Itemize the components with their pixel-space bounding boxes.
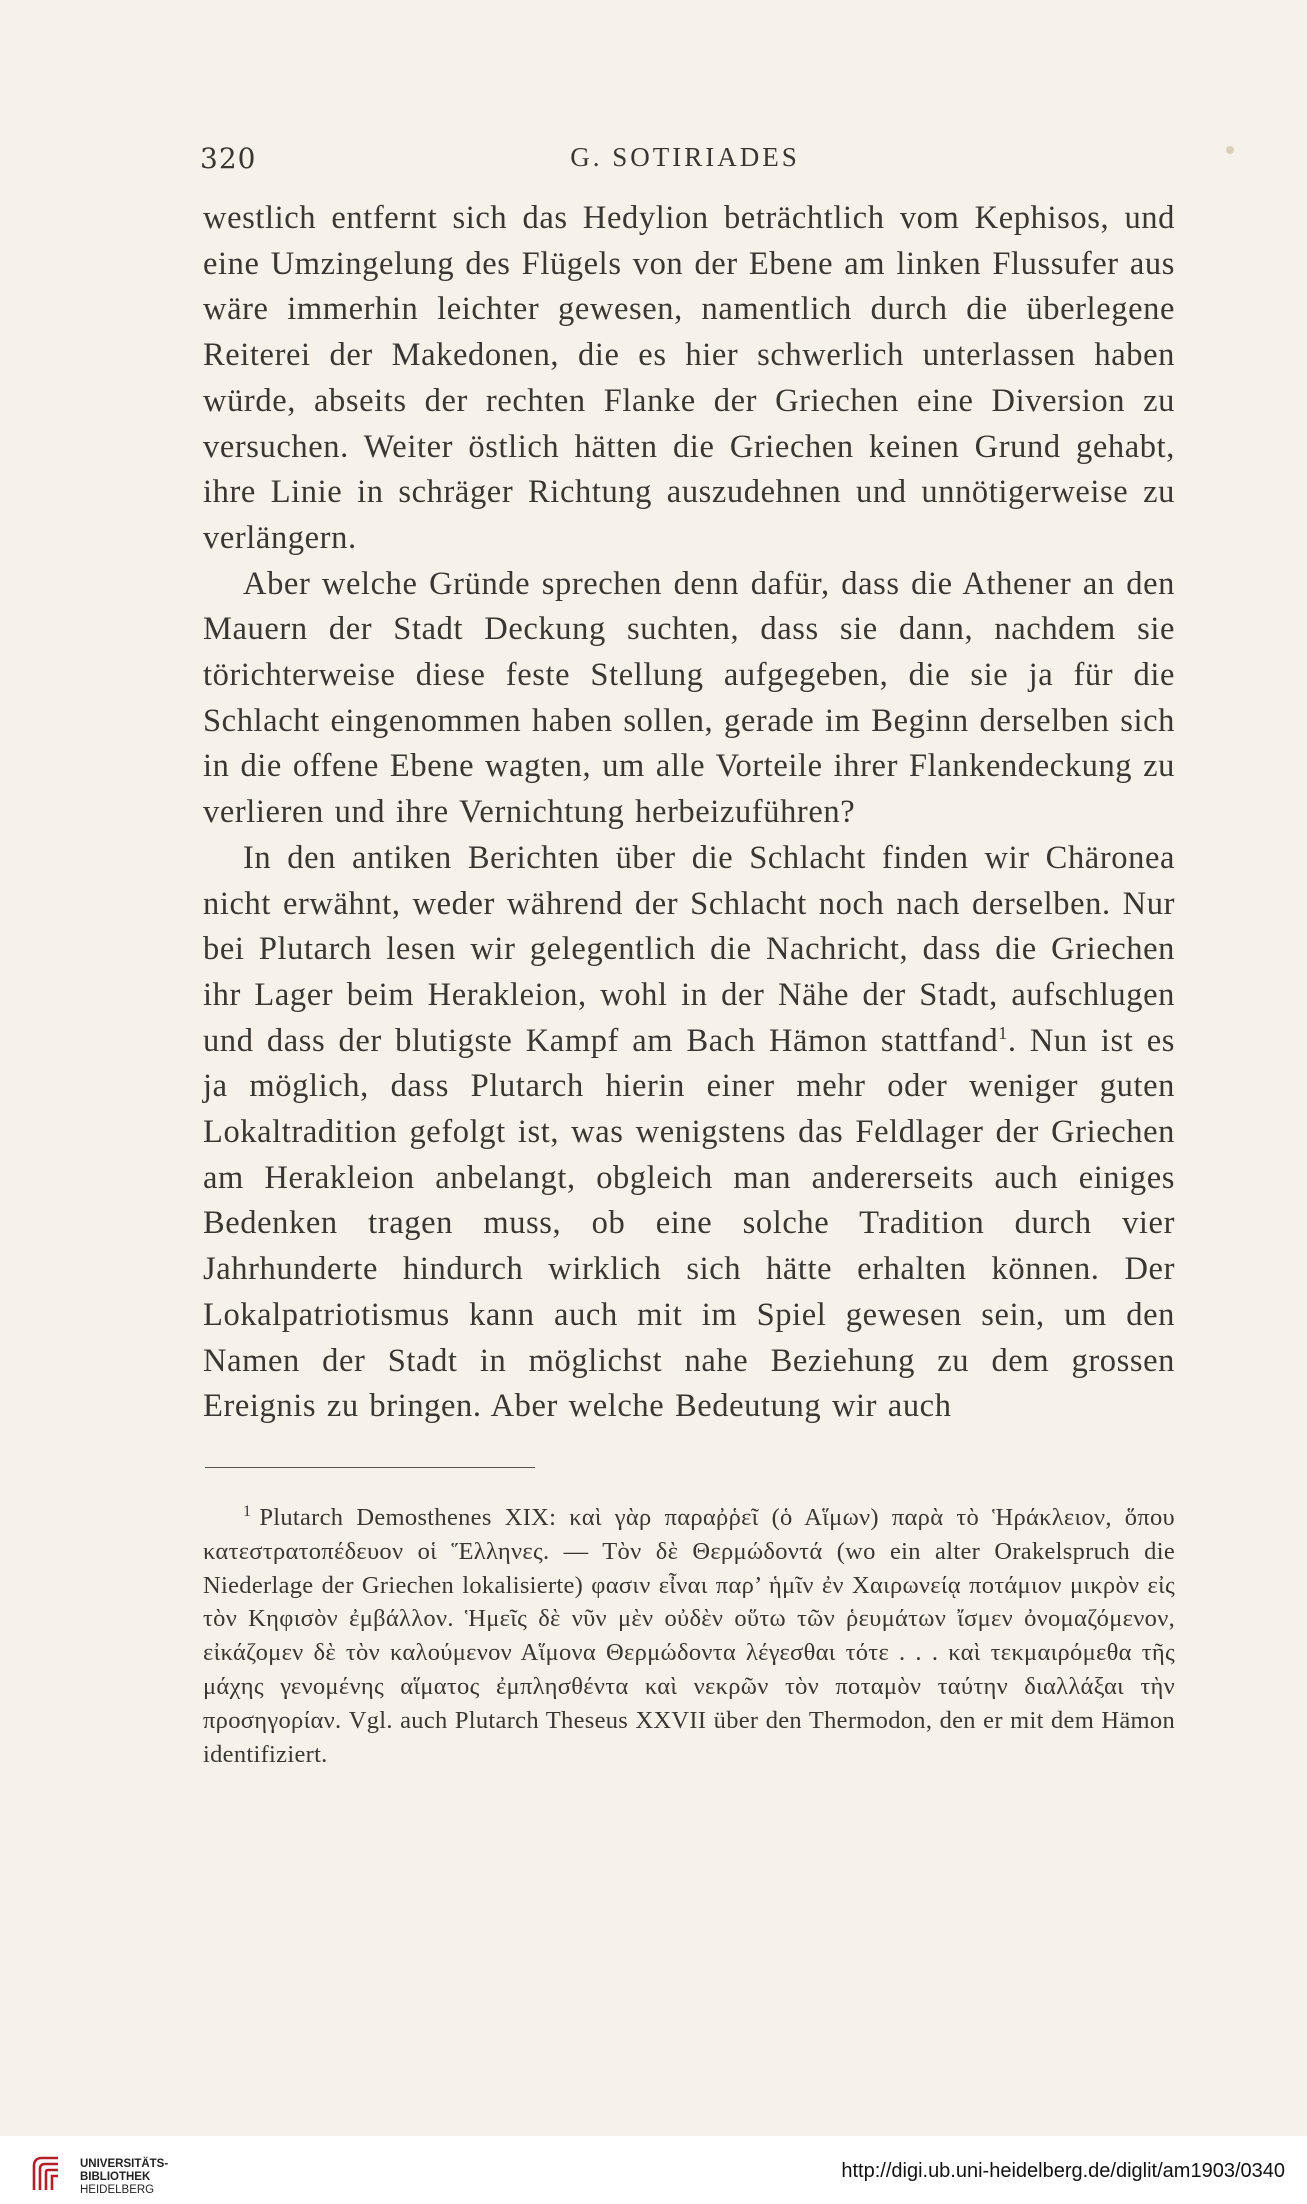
- paragraph-3-part-2: Nun ist es ja möglich, dass Plutarch hierin einer mehr oder weniger guten Lokaltradition gefolgt ist, was wenigstens das Feldlager der Griechen am Herakleion anbelangt, obgleich man andererseits auch einiges Bedenken tragen muss, ob eine solche Tradition durch vier Jahrhunderte hindurch wirklich sich hätte erhalten können. Der Lokalpatriotismus kann auch mit im Spiel gewesen sein, um den Namen der Stadt in möglichst nahe Beziehung zu dem grossen Ereignis zu bringen. Aber welche Bedeutung wir auch: [203, 1022, 1175, 1425]
- source-url-link[interactable]: http://digi.ub.uni-heidelberg.de/diglit/am1903/0340: [841, 2160, 1285, 2182]
- body-text: [203, 196, 1175, 1430]
- paragraph-2: Aber welche Gründe sprechen denn dafür, dass die Athener an den Mauern der Stadt Deckung suchten, dass sie dann, nachdem sie törichterweise diese feste Stellung aufgegeben, die sie ja für die Schlacht eingenommen haben sollen, gerade im Beginn derselben sich in die offene Ebene wagten, um alle Vorteile ihrer Flankendeckung zu verlieren und ihre Vernichtung herbeizuführen?: [203, 565, 1175, 831]
- page-number: 320: [200, 142, 257, 175]
- paper-spot: [1226, 146, 1234, 154]
- library-name: [80, 2158, 168, 2197]
- library-name-line-3: HEIDELBERG: [80, 2184, 155, 2196]
- paragraph-3: In den antiken Berichten über die Schlacht finden wir Chäronea nicht erwähnt, weder während der Schlacht noch nach derselben. Nur bei Plutarch lesen wir gelegentlich die Nachricht, dass die Griechen ihr Lager beim Herakleion, wohl in der Nähe der Stadt, aufschlugen und dass der blutigste Kampf am Bach Hämon stattfand$^1$. Nun ist es ja möglich, dass Plutarch hierin einer mehr oder weniger guten Lokaltradition gefolgt ist, was wenigstens das Feldlager der Griechen am Herakleion anbelangt, obgleich man andererseits auch einiges Bedenken tragen muss, ob eine solche Tradition durch vier Jahrhunderte hindurch wirklich sich hätte erhalten können. Der Lokalpatriotismus kann auch mit im Spiel gewesen sein, um den Namen der Stadt in möglichst nahe Beziehung zu dem grossen Ereignis zu bringen. Aber welche Bedeutung wir auch: [203, 839, 1175, 1425]
- library-name-line-1: UNIVERSITÄTS-: [80, 2158, 169, 2170]
- page-header: [200, 142, 1170, 182]
- heidelberg-library-logo-icon: [28, 2152, 70, 2194]
- footnote-number: 1: [243, 1503, 252, 1520]
- paragraph-1: westlich entfernt sich das Hedylion beträchtlich vom Kephisos, und eine Umzingelung des Flügels von der Ebene am linken Flussufer aus wäre immerhin leichter gewesen, namentlich durch die überlegene Reiterei der Makedonen, die es hier schwerlich unterlassen haben würde, abseits der rechten Flanke der Griechen eine Diversion zu versuchen. Weiter östlich hätten die Griechen keinen Grund gehabt, ihre Linie in schräger Richtung auszudehnen und unnötigerweise zu verlängern.: [203, 200, 1175, 556]
- footnote-reference[interactable]: 1: [998, 1022, 1008, 1043]
- running-title: G. SOTIRIADES: [570, 142, 800, 172]
- footnote-1: [203, 1495, 1175, 1771]
- footnote-text: Plutarch Demosthenes XIX: καὶ γὰρ παραῤῥεῖ (ὁ Αἵμων) παρὰ τὸ Ἡράκλειον, ὅπου κατεστρατοπέδευον οἱ Ἕλληνες. — Τὸν δὲ Θερμώδοντά (wo ein alter Orakelspruch die Niederlage der Griechen lokalisierte) φασιν εἶναι παρ’ ἡμῖν ἐν Χαιρωνείᾳ ποτάμιον μικρὸν εἰς τὸν Κηφισὸν ἐμβάλλον. Ἡμεῖς δὲ νῦν μὲν οὐδὲν οὕτω τῶν ῥευμάτων ἴσμεν ὀνομαζόμενον, εἰκάζομεν δὲ τὸν καλούμενον Αἵμονα Θερμώδοντα λέγεσθαι τότε . . . καὶ τεκμαιρόμεθα τῆς μάχης γενομένης αἵματος ἐμπλησθέντα καὶ νεκρῶν τὸν ποταμὸν ταύτην διαλλάξαι τὴν προσηγορίαν. Vgl. auch Plutarch Theseus XXVII über den Thermodon, den er mit dem Hämon identifiziert.: [203, 1504, 1175, 1768]
- paragraph-3-part-1: In den antiken Berichten über die Schlacht finden wir Chäronea nicht erwähnt, weder während der Schlacht noch nach derselben. Nur bei Plutarch lesen wir gelegentlich die Nachricht, dass die Griechen ihr Lager beim Herakleion, wohl in der Nähe der Stadt, aufschlugen und dass der blutigste Kampf am Bach Hämon stattfand: [203, 839, 1175, 1059]
- footnotes: [203, 1495, 1175, 1771]
- library-name-line-2: BIBLIOTHEK: [80, 2171, 151, 2183]
- footnote-separator: [205, 1467, 535, 1468]
